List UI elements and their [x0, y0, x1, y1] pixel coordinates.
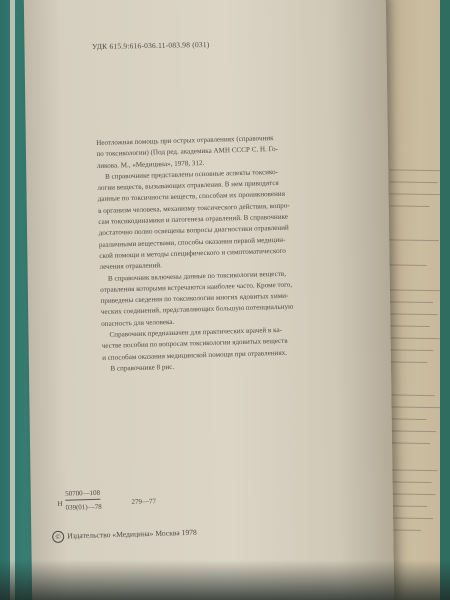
- paragraph-line: и способам оказания медицинской помощи при отравлениях.: [102, 348, 288, 362]
- facing-cover-edge: [440, 0, 450, 600]
- paragraph-line: логии веществ, вызывающих отравления. В нем приводятся: [97, 179, 279, 193]
- abstract-line: Неотложная помощь при острых отравлениях (справочник: [96, 134, 274, 147]
- udk-code: УДК 615.9:616-036.11-083.98 (031): [91, 39, 210, 51]
- copyright-text: Издательство «Медицина» Москва 1978: [67, 527, 197, 541]
- paragraph-line: данные по токсичности веществ, способам их проникновения: [97, 190, 286, 204]
- catalog-number: 279—77: [131, 497, 156, 506]
- paragraph-line: лечения отравлений.: [99, 261, 163, 272]
- catalog-code: [57, 486, 168, 520]
- paragraph-line: В справочник включены данные по токсикологии веществ,: [107, 269, 287, 283]
- paragraph-line: Справочник предназначен для практических врачей в ка-: [109, 325, 283, 339]
- paragraph-2: [100, 266, 381, 330]
- paragraph-line: ской помощи и методы специфического и симптоматического: [99, 246, 286, 260]
- paragraph-line: достаточно полно освещены вопросы диагностики отравлений: [98, 224, 289, 238]
- paragraph-line: опасность для человека.: [101, 317, 175, 328]
- abstract-block: [96, 130, 383, 375]
- paragraph-line: ческих соединений, представляющих большую потенциальную: [100, 303, 294, 317]
- copyright-icon: ©: [52, 531, 64, 543]
- abstract-line: ликова. М., «Медицина», 1978, 312.: [96, 158, 205, 170]
- catalog-numerator: 50700—108: [65, 490, 100, 501]
- paragraph-line: приведены сведения по токсикологии многих ядовитых хими-: [100, 291, 289, 306]
- paragraph-line: отравления которыми встречаются наиболее часто. Кроме того,: [100, 280, 293, 294]
- paragraph-line: в организм человека, механизму токсического действия, вопро-: [97, 201, 290, 215]
- paragraph-line: В справочнике представлены основные аспекты токсико-: [104, 167, 279, 181]
- paragraph-line: различными веществами, способы оказания первой медицин-: [98, 235, 286, 249]
- catalog-denominator: 039(01)—78: [65, 502, 102, 512]
- cover-stripe: [10, 0, 15, 600]
- paragraph-line: В справочнике 8 рис.: [110, 362, 175, 373]
- abstract-line: по токсикологии) (Под ред. академика АМН СССР С. Н. Го-: [96, 145, 279, 159]
- catalog-letter: Н: [57, 499, 63, 508]
- paragraph-1: [97, 164, 380, 273]
- paragraph-line: честве пособия по вопросам токсикологии ядовитых веществ: [101, 337, 288, 351]
- bottom-shadow: [0, 560, 450, 600]
- paragraph-line: сам токсикодинамики и патогенеза отравлений. В справочнике: [98, 212, 289, 227]
